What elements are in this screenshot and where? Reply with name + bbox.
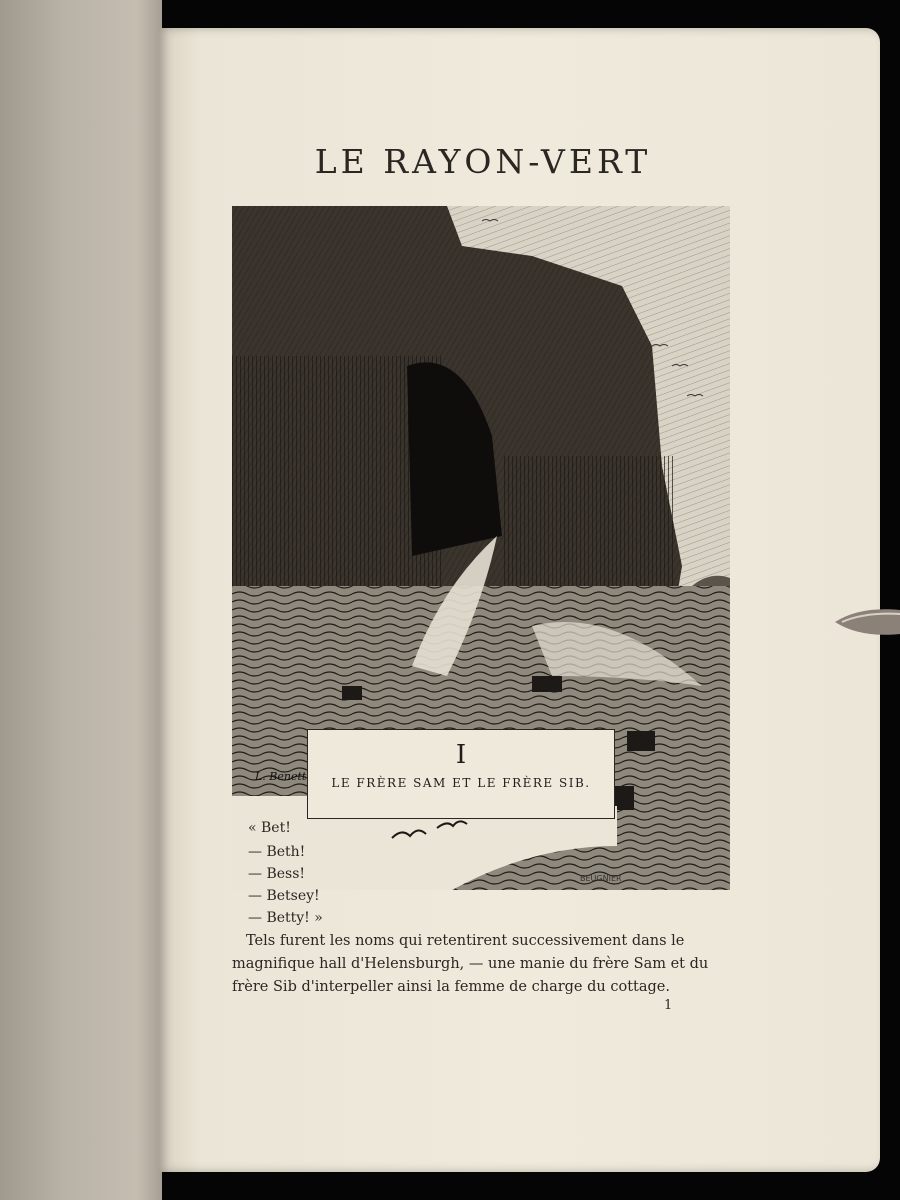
body-paragraph: Tels furent les noms qui retentirent successivement dans le magnifique hall d'Helensburgh, — une manie du frère Sam et du frère Sib d'interpeller ainsi la femme de charge du cottage. (232, 933, 709, 995)
dialogue-line: — Bess! (248, 866, 306, 882)
dialogue-line: — Betsey! (248, 888, 320, 904)
page-number: 1 (664, 998, 673, 1013)
illustrator-signature: L. Benett (255, 770, 307, 783)
book-title: LE RAYON-VERT (314, 142, 652, 181)
chapter-title: LE FRÈRE SAM ET LE FRÈRE SIB. (331, 776, 591, 790)
chapter-number: I (455, 740, 467, 770)
dialogue-line: — Betty! » (248, 910, 323, 926)
page-clip-icon (830, 604, 900, 640)
chapter-heading-box (307, 729, 615, 819)
dialogue-line: « Bet! (248, 820, 291, 836)
engraver-signature: BEUGNIER (580, 874, 622, 883)
dialogue-line: — Beth! (248, 844, 306, 860)
facing-blank-page (0, 0, 162, 1200)
